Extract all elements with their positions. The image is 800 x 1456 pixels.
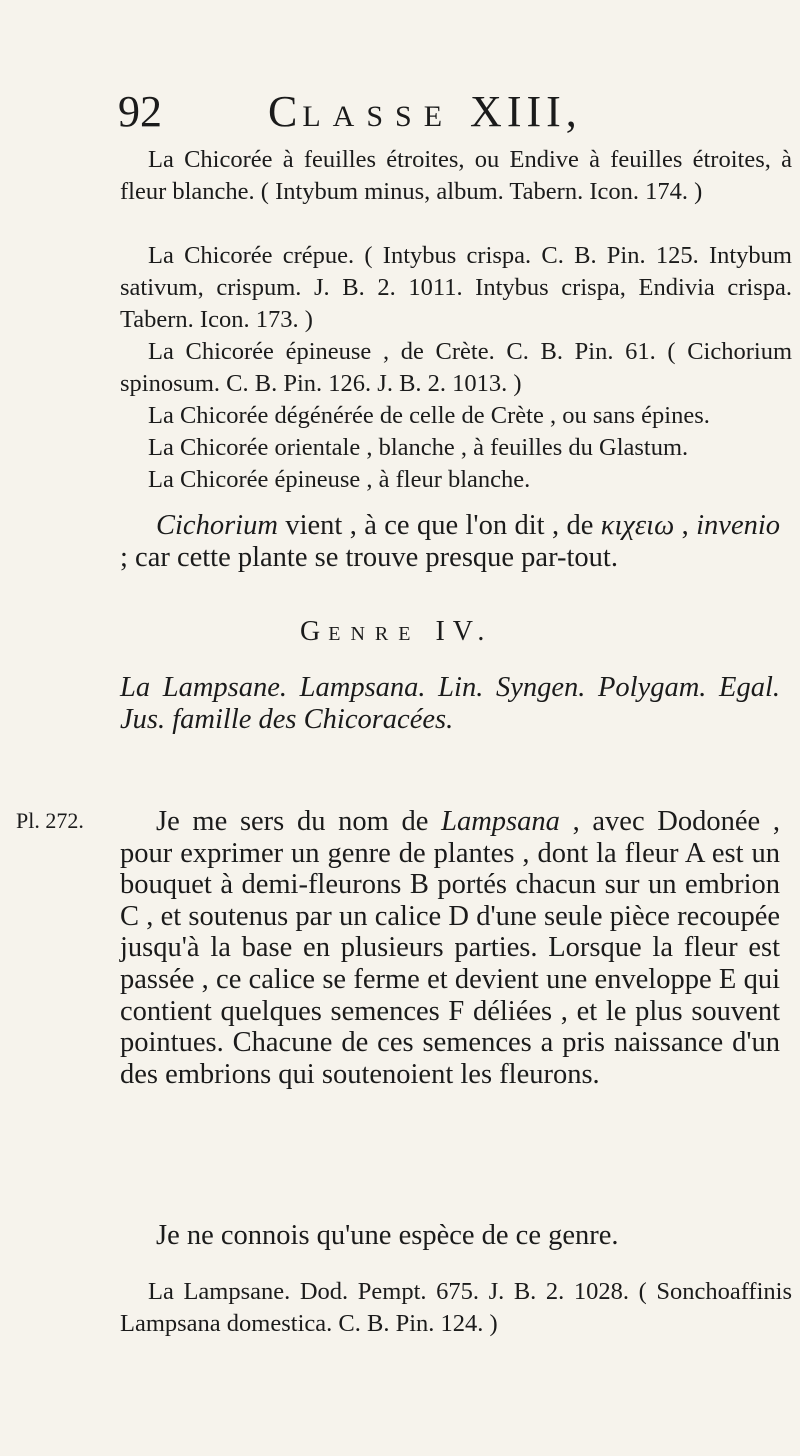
class-heading-rest: LASSE [302,100,455,133]
species-note: Je ne connois qu'une espèce de ce genre. [156,1220,619,1251]
class-heading-number: XIII, [470,87,582,136]
description-genus-name: Lampsana [441,806,560,837]
description-part-1: Je me sers du nom de [156,806,442,837]
genre-heading [300,616,492,648]
synonym-entry: La Chicorée épineuse , de Crète. C. B. Pin. 61. ( Cichorium spinosum. C. B. Pin. 126. J. B. 2. 1013. ) [120,338,792,397]
description-paragraph [120,806,780,1090]
synonym-bottom: La Lampsane. Dod. Pempt. 675. J. B. 2. 1028. ( Sonchoaffinis Lampsana domestica. C. B. Pin. 124. ) [120,1278,792,1337]
description-part-2: , avec Dodonée , pour exprimer un genre de plantes , dont la fleur A est un bouquet à demi-fleurons B portés chacun sur un embrion C , et soutenus par un calice D d'une seule pièce recoupée jusqu'à la base en plusieurs parties. Lorsque la fleur est passée , ce calice se ferme et devient une enveloppe E qui contient quelques semences F déliées , et le plus souvent pointues. Chacune de ces semences a pris naissance d'un des embrions qui soutenoient les fleurons. [120,806,780,1090]
genre-rest: ENRE [328,623,421,645]
genre-number: IV. [435,616,493,647]
synonym-entry: La Chicorée épineuse , à fleur blanche. [148,466,531,493]
page-number: 92 [118,87,162,136]
etymology-text-3: ; car cette plante se trouve presque par-tout. [120,541,618,573]
synonym-entry: La Chicorée à feuilles étroites, ou Endive à feuilles étroites, à fleur blanche. ( Intybum minus, album. Tabern. Icon. 174. ) [120,146,792,205]
etymology-greek: κιχειω [600,510,675,541]
class-heading-initial: C [268,87,303,136]
synonym-entry: La Chicorée orientale , blanche , à feuilles du Glastum. [148,434,689,461]
synonym-entry: La Chicorée dégénérée de celle de Crète , ou sans épines. [148,402,710,429]
etymology-latin: invenio [696,510,781,541]
etymology-text-2: , [674,510,689,541]
etymology-word: Cichorium [156,510,278,541]
synonym-entry: La Chicorée crépue. ( Intybus crispa. C. B. Pin. 125. Intybum sativum, crispum. J. B. 2. 1011. Intybus crispa, Endivia crispa. Tabern. Icon. 173. ) [120,242,792,333]
genre-initial: G [300,616,329,647]
etymology-text-1: vient , à ce que l'on dit , de [277,510,601,541]
etymology-paragraph [120,510,780,573]
genus-title: La Lampsane. Lampsana. Lin. Syngen. Polygam. Egal. Jus. famille des Chicoracées. [120,672,780,735]
class-heading [268,88,582,141]
plate-reference: Pl. 272. [16,808,84,833]
